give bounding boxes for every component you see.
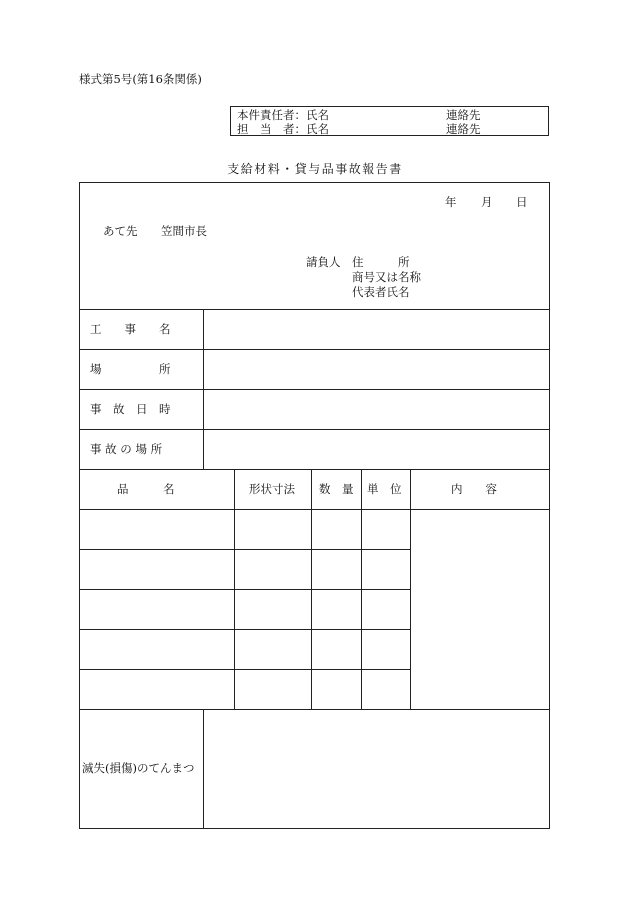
responsible-person-box bbox=[230, 106, 549, 136]
accident-place-field[interactable] bbox=[204, 430, 549, 469]
report-form-table bbox=[79, 182, 550, 829]
content-header: 内 容 bbox=[451, 482, 497, 496]
accident-place-label: 事 故 の 場 所 bbox=[90, 442, 163, 456]
date-day-label: 日 bbox=[516, 195, 528, 209]
accident-datetime-field[interactable] bbox=[204, 390, 549, 429]
contractor-label: 請負人 bbox=[306, 255, 341, 269]
circumstances-field[interactable] bbox=[204, 710, 549, 828]
date-year-label: 年 bbox=[445, 195, 457, 209]
contractor-representative-label: 代表者氏名 bbox=[352, 285, 410, 299]
accident-datetime-label: 事 故 日 時 bbox=[90, 402, 171, 416]
quantity-header: 数 量 bbox=[319, 482, 354, 496]
unit-header: 単 位 bbox=[367, 482, 402, 496]
place-label: 場 所 bbox=[90, 362, 171, 376]
staff-contact-label: 連絡先 bbox=[446, 122, 481, 136]
addressee-name: 笠間市長 bbox=[161, 224, 207, 238]
addressee-label: あて先 bbox=[103, 224, 138, 238]
manager-name-label: 本件責任者：氏名 bbox=[237, 108, 329, 122]
circumstances-label: 滅失(損傷)のてんまつ bbox=[82, 761, 195, 775]
document-title: 支給材料・貸与品事故報告書 bbox=[227, 162, 403, 176]
item-name-header: 品 名 bbox=[117, 482, 175, 496]
date-month-label: 月 bbox=[481, 195, 493, 209]
form-number: 様式第5号(第16条関係) bbox=[79, 72, 202, 86]
staff-name-label: 担 当 者：氏名 bbox=[237, 122, 329, 136]
work-name-label: 工 事 名 bbox=[90, 322, 171, 336]
place-field[interactable] bbox=[204, 350, 549, 389]
contractor-address-label: 住 所 bbox=[352, 255, 410, 269]
work-name-field[interactable] bbox=[204, 310, 549, 349]
manager-contact-label: 連絡先 bbox=[446, 108, 481, 122]
contractor-company-label: 商号又は名称 bbox=[352, 270, 421, 284]
shape-dimension-header: 形状寸法 bbox=[249, 482, 295, 496]
